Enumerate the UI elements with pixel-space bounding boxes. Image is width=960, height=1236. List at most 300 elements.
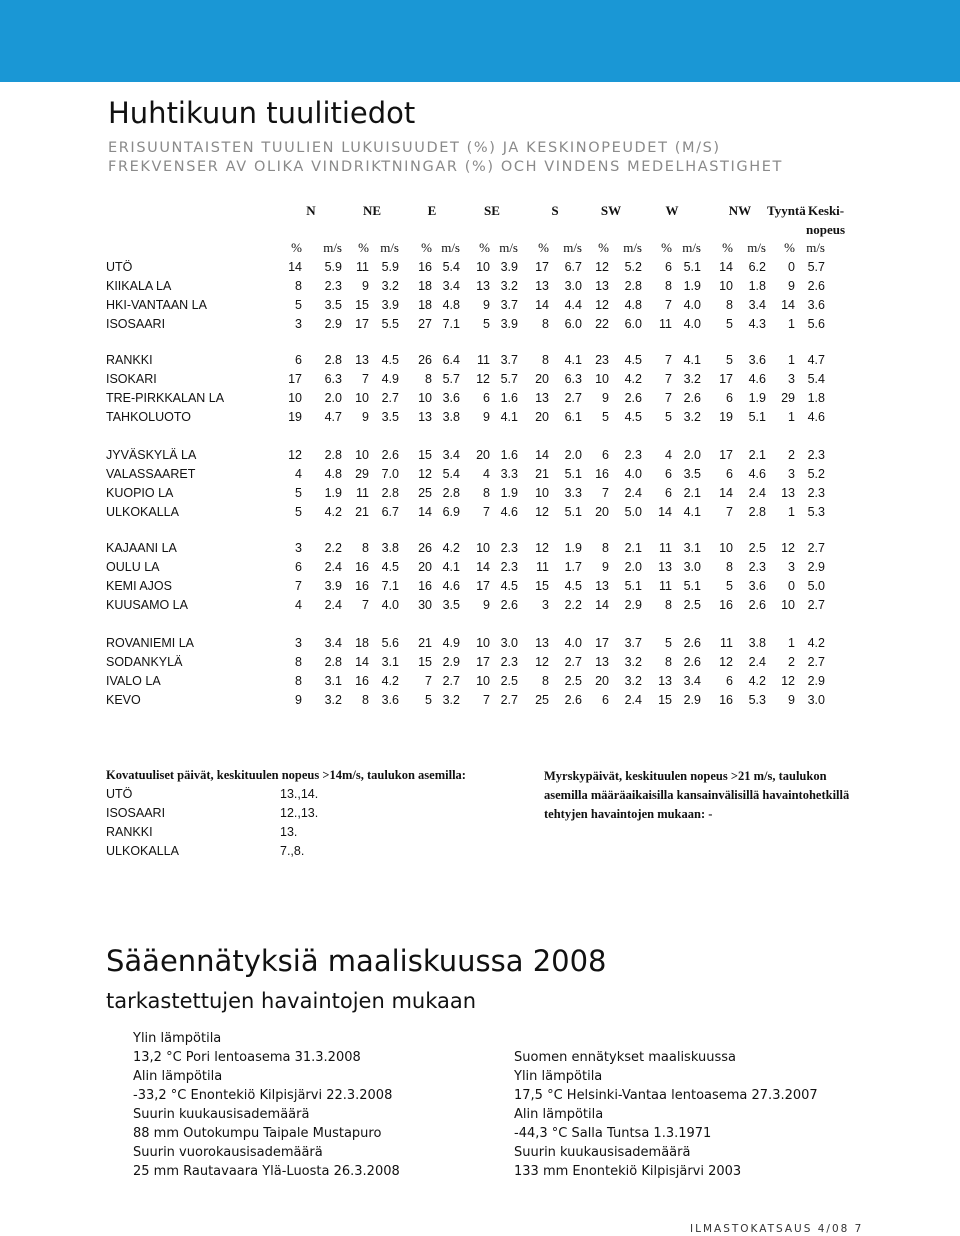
- cell-speed: 4.6: [807, 410, 825, 424]
- cell-percent: 14: [535, 448, 549, 462]
- page-footer: ILMASTOKATSAUS 4/08 7: [690, 1223, 864, 1235]
- gale-note-line: Myrskypäivät, keskituulen nopeus >21 m/s, taulukon: [544, 769, 827, 783]
- cell-percent: 6: [726, 467, 733, 481]
- cell-percent: 25: [418, 486, 432, 500]
- record-line: 25 mm Rautavaara Ylä-Luosta 26.3.2008: [133, 1164, 400, 1179]
- cell-percent: 15: [355, 298, 369, 312]
- cell-percent: 7: [726, 505, 733, 519]
- cell-percent: 7: [665, 353, 672, 367]
- unit-ms: m/s: [563, 240, 582, 255]
- cell-percent: 12: [595, 298, 609, 312]
- cell-percent: 14: [288, 260, 302, 274]
- cell-percent: 14: [355, 655, 369, 669]
- cell-speed: 3.1: [381, 655, 399, 669]
- cell-percent: 8: [295, 279, 302, 293]
- cell-percent: 20: [476, 448, 490, 462]
- cell-percent: 15: [535, 579, 549, 593]
- cell-percent: 4: [665, 448, 672, 462]
- cell-percent: 10: [476, 260, 490, 274]
- cell-percent: 10: [476, 541, 490, 555]
- station-name: UTÖ: [106, 260, 133, 274]
- cell-speed: 2.7: [807, 598, 825, 612]
- cell-speed: 3.2: [324, 693, 342, 707]
- finnish-record-line: Ylin lämpötila: [514, 1069, 603, 1084]
- cell-speed: 3.0: [500, 636, 518, 650]
- cell-percent: 11: [536, 560, 549, 574]
- cell-percent: 6: [483, 391, 490, 405]
- cell-speed: 4.8: [624, 298, 642, 312]
- cell-speed: 3.0: [807, 693, 825, 707]
- cell-speed: 1.8: [748, 279, 766, 293]
- cell-percent: 3: [295, 541, 302, 555]
- cell-percent: 17: [355, 317, 369, 331]
- cell-percent: 7: [483, 693, 490, 707]
- unit-percent: %: [421, 240, 432, 255]
- storm-dates: 13.,14.: [280, 787, 319, 801]
- cell-percent: 21: [418, 636, 432, 650]
- cell-percent: 18: [355, 636, 369, 650]
- station-name: KUUSAMO LA: [106, 598, 188, 612]
- cell-percent: 29: [781, 391, 795, 405]
- cell-speed: 3.9: [500, 260, 518, 274]
- cell-percent: 17: [288, 372, 302, 386]
- cell-speed: 3.6: [442, 391, 460, 405]
- gale-days-note: [544, 767, 864, 824]
- cell-percent: 12: [781, 674, 795, 688]
- direction-header-s: S: [551, 203, 559, 218]
- cell-speed: 4.0: [683, 298, 701, 312]
- cell-percent: 13: [595, 279, 609, 293]
- cell-speed: 1.9: [683, 279, 701, 293]
- cell-speed: 2.4: [624, 693, 642, 707]
- cell-speed: 4.8: [324, 467, 342, 481]
- cell-percent: 12: [288, 448, 302, 462]
- unit-ms: m/s: [380, 240, 399, 255]
- cell-speed: 4.2: [381, 674, 399, 688]
- cell-speed: 3.7: [624, 636, 642, 650]
- cell-percent: 9: [483, 598, 490, 612]
- table-row: [0, 693, 960, 712]
- table-row: [0, 448, 960, 467]
- cell-speed: 2.7: [442, 674, 460, 688]
- cell-percent: 12: [535, 505, 549, 519]
- cell-percent: 12: [476, 372, 490, 386]
- cell-percent: 14: [476, 560, 490, 574]
- unit-percent: %: [661, 240, 672, 255]
- cell-percent: 5: [602, 410, 609, 424]
- cell-percent: 10: [418, 391, 432, 405]
- cell-speed: 3.1: [683, 541, 701, 555]
- cell-speed: 4.6: [748, 372, 766, 386]
- cell-percent: 8: [542, 317, 549, 331]
- finnish-record-line: Suomen ennätykset maaliskuussa: [514, 1050, 736, 1065]
- cell-speed: 3.4: [683, 674, 701, 688]
- cell-percent: 13: [781, 486, 795, 500]
- cell-speed: 4.7: [807, 353, 825, 367]
- cell-speed: 3.6: [807, 298, 825, 312]
- cell-speed: 2.9: [324, 317, 342, 331]
- cell-speed: 5.2: [807, 467, 825, 481]
- cell-speed: 3.2: [381, 279, 399, 293]
- cell-speed: 2.3: [624, 448, 642, 462]
- cell-percent: 26: [418, 541, 432, 555]
- cell-percent: 21: [535, 467, 549, 481]
- cell-percent: 8: [483, 486, 490, 500]
- cell-speed: 3.9: [381, 298, 399, 312]
- cell-speed: 3.8: [381, 541, 399, 555]
- unit-ms: m/s: [682, 240, 701, 255]
- cell-speed: 3.9: [324, 579, 342, 593]
- table-row: [0, 598, 960, 617]
- mean-speed-header: Keski-: [808, 203, 845, 218]
- cell-percent: 16: [595, 467, 609, 481]
- cell-percent: 19: [288, 410, 302, 424]
- cell-speed: 5.0: [807, 579, 825, 593]
- unit-percent: %: [538, 240, 549, 255]
- table-row: [0, 410, 960, 429]
- cell-speed: 3.7: [500, 298, 518, 312]
- cell-speed: 3.8: [748, 636, 766, 650]
- cell-percent: 6: [295, 560, 302, 574]
- cell-speed: 1.6: [500, 391, 518, 405]
- cell-speed: 2.7: [564, 655, 582, 669]
- cell-speed: 2.4: [324, 598, 342, 612]
- cell-percent: 10: [476, 674, 490, 688]
- cell-percent: 7: [665, 298, 672, 312]
- cell-percent: 9: [362, 279, 369, 293]
- cell-speed: 2.8: [324, 448, 342, 462]
- cell-speed: 4.2: [807, 636, 825, 650]
- cell-speed: 2.3: [807, 448, 825, 462]
- cell-percent: 16: [719, 598, 733, 612]
- cell-percent: 17: [719, 448, 733, 462]
- cell-speed: 3.2: [683, 410, 701, 424]
- cell-percent: 8: [665, 655, 672, 669]
- cell-speed: 4.5: [624, 410, 642, 424]
- cell-percent: 9: [362, 410, 369, 424]
- cell-speed: 5.3: [807, 505, 825, 519]
- cell-percent: 3: [295, 636, 302, 650]
- cell-percent: 6: [602, 448, 609, 462]
- cell-percent: 13: [595, 655, 609, 669]
- cell-speed: 2.6: [748, 598, 766, 612]
- cell-speed: 3.5: [381, 410, 399, 424]
- cell-speed: 4.1: [442, 560, 460, 574]
- cell-speed: 2.6: [807, 279, 825, 293]
- cell-percent: 15: [418, 448, 432, 462]
- cell-percent: 3: [295, 317, 302, 331]
- cell-speed: 3.0: [683, 560, 701, 574]
- unit-ms: m/s: [806, 240, 825, 255]
- cell-speed: 5.1: [748, 410, 766, 424]
- page-title: Huhtikuun tuulitiedot: [108, 96, 416, 130]
- cell-percent: 1: [788, 636, 795, 650]
- cell-percent: 10: [355, 391, 369, 405]
- cell-percent: 20: [418, 560, 432, 574]
- cell-speed: 3.8: [442, 410, 460, 424]
- direction-header-w: W: [665, 203, 679, 218]
- cell-percent: 14: [595, 598, 609, 612]
- cell-percent: 9: [788, 279, 795, 293]
- cell-speed: 2.8: [381, 486, 399, 500]
- cell-speed: 3.5: [683, 467, 701, 481]
- table-row: [0, 467, 960, 486]
- cell-speed: 2.8: [748, 505, 766, 519]
- cell-percent: 0: [788, 579, 795, 593]
- cell-speed: 3.5: [442, 598, 460, 612]
- cell-speed: 2.0: [683, 448, 701, 462]
- station-name: KIIKALA LA: [106, 279, 172, 293]
- cell-speed: 4.1: [564, 353, 582, 367]
- unit-percent: %: [358, 240, 369, 255]
- cell-speed: 2.0: [624, 560, 642, 574]
- cell-percent: 13: [658, 674, 672, 688]
- cell-percent: 4: [483, 467, 490, 481]
- cell-speed: 5.0: [624, 505, 642, 519]
- station-name: ROVANIEMI LA: [106, 636, 194, 650]
- cell-speed: 2.5: [500, 674, 518, 688]
- cell-speed: 1.9: [324, 486, 342, 500]
- cell-percent: 20: [535, 410, 549, 424]
- cell-percent: 0: [788, 260, 795, 274]
- record-line: -33,2 °C Enontekiö Kilpisjärvi 22.3.2008: [133, 1088, 393, 1103]
- cell-percent: 15: [418, 655, 432, 669]
- cell-percent: 11: [720, 636, 733, 650]
- cell-percent: 13: [535, 636, 549, 650]
- record-line: Suurin vuorokausisademäärä: [133, 1145, 323, 1160]
- cell-percent: 10: [781, 598, 795, 612]
- cell-percent: 8: [295, 674, 302, 688]
- cell-speed: 4.9: [381, 372, 399, 386]
- cell-speed: 3.3: [564, 486, 582, 500]
- cell-speed: 4.6: [748, 467, 766, 481]
- storm-days-title: Kovatuuliset päivät, keskituulen nopeus >14m/s, taulukon asemilla:: [106, 768, 466, 782]
- cell-percent: 10: [476, 636, 490, 650]
- table-row: [0, 579, 960, 598]
- subtitle-finnish: ERISUUNTAISTEN TUULIEN LUKUISUUDET (%) JA KESKINOPEUDET (M/S): [108, 140, 721, 156]
- cell-speed: 2.9: [624, 598, 642, 612]
- cell-percent: 6: [726, 391, 733, 405]
- cell-percent: 9: [602, 560, 609, 574]
- cell-percent: 12: [719, 655, 733, 669]
- cell-speed: 4.5: [500, 579, 518, 593]
- table-row: [0, 655, 960, 674]
- cell-percent: 5: [295, 505, 302, 519]
- cell-percent: 20: [535, 372, 549, 386]
- cell-speed: 6.1: [564, 410, 582, 424]
- cell-percent: 8: [726, 298, 733, 312]
- station-name: JYVÄSKYLÄ LA: [106, 448, 197, 462]
- cell-speed: 6.9: [442, 505, 460, 519]
- cell-percent: 21: [355, 505, 369, 519]
- cell-speed: 7.1: [442, 317, 460, 331]
- cell-percent: 12: [535, 541, 549, 555]
- cell-speed: 4.2: [624, 372, 642, 386]
- cell-percent: 11: [477, 353, 490, 367]
- finnish-record-line: 17,5 °C Helsinki-Vantaa lentoasema 27.3.2007: [514, 1088, 818, 1103]
- cell-percent: 17: [535, 260, 549, 274]
- cell-percent: 16: [355, 579, 369, 593]
- cell-percent: 7: [602, 486, 609, 500]
- cell-percent: 8: [362, 541, 369, 555]
- table-row: [0, 486, 960, 505]
- cell-speed: 4.4: [564, 298, 582, 312]
- station-name: OULU LA: [106, 560, 160, 574]
- cell-speed: 2.4: [748, 486, 766, 500]
- table-row: [0, 372, 960, 391]
- cell-speed: 6.3: [564, 372, 582, 386]
- cell-speed: 6.4: [442, 353, 460, 367]
- cell-percent: 6: [602, 693, 609, 707]
- cell-speed: 4.0: [381, 598, 399, 612]
- cell-percent: 13: [658, 560, 672, 574]
- cell-percent: 16: [719, 693, 733, 707]
- cell-percent: 9: [788, 693, 795, 707]
- cell-speed: 5.1: [564, 505, 582, 519]
- unit-percent: %: [479, 240, 490, 255]
- cell-speed: 4.6: [500, 505, 518, 519]
- cell-percent: 18: [418, 298, 432, 312]
- mean-speed-header-2: nopeus: [806, 222, 846, 237]
- cell-percent: 7: [362, 372, 369, 386]
- cell-speed: 5.1: [683, 260, 701, 274]
- unit-ms: m/s: [623, 240, 642, 255]
- table-row: [0, 541, 960, 560]
- cell-percent: 13: [476, 279, 490, 293]
- station-name: ISOSAARI: [106, 317, 166, 331]
- cell-percent: 11: [356, 486, 369, 500]
- cell-speed: 4.0: [564, 636, 582, 650]
- record-line: 88 mm Outokumpu Taipale Mustapuro: [133, 1126, 382, 1141]
- cell-percent: 10: [719, 279, 733, 293]
- cell-speed: 2.4: [748, 655, 766, 669]
- cell-speed: 2.4: [324, 560, 342, 574]
- cell-speed: 3.3: [500, 467, 518, 481]
- table-row: [0, 674, 960, 693]
- cell-speed: 2.1: [748, 448, 766, 462]
- cell-percent: 5: [295, 298, 302, 312]
- cell-speed: 2.1: [683, 486, 701, 500]
- cell-speed: 6.0: [564, 317, 582, 331]
- cell-percent: 17: [476, 655, 490, 669]
- station-name: KEMI AJOS: [106, 579, 172, 593]
- cell-speed: 1.9: [500, 486, 518, 500]
- cell-percent: 13: [595, 579, 609, 593]
- cell-speed: 3.6: [748, 579, 766, 593]
- cell-speed: 2.6: [564, 693, 582, 707]
- cell-speed: 2.3: [500, 655, 518, 669]
- cell-percent: 11: [356, 260, 369, 274]
- cell-speed: 3.0: [564, 279, 582, 293]
- cell-speed: 4.5: [381, 353, 399, 367]
- station-name: TRE-PIRKKALAN LA: [106, 391, 225, 405]
- cell-speed: 2.6: [500, 598, 518, 612]
- cell-speed: 2.2: [564, 598, 582, 612]
- cell-percent: 13: [535, 279, 549, 293]
- unit-ms: m/s: [441, 240, 460, 255]
- cell-percent: 13: [418, 410, 432, 424]
- cell-percent: 10: [595, 372, 609, 386]
- cell-percent: 5: [726, 579, 733, 593]
- cell-speed: 2.8: [624, 279, 642, 293]
- cell-speed: 5.7: [500, 372, 518, 386]
- cell-speed: 4.1: [683, 353, 701, 367]
- station-name: SODANKYLÄ: [106, 655, 183, 669]
- cell-speed: 7.0: [381, 467, 399, 481]
- cell-speed: 3.4: [748, 298, 766, 312]
- cell-percent: 14: [418, 505, 432, 519]
- finnish-record-line: Suurin kuukausisademäärä: [514, 1145, 691, 1160]
- cell-speed: 2.7: [807, 541, 825, 555]
- cell-speed: 2.8: [442, 486, 460, 500]
- cell-percent: 3: [788, 372, 795, 386]
- cell-speed: 1.9: [748, 391, 766, 405]
- cell-speed: 6.2: [748, 260, 766, 274]
- cell-percent: 9: [483, 298, 490, 312]
- table-row: [0, 636, 960, 655]
- cell-percent: 3: [542, 598, 549, 612]
- cell-speed: 2.5: [564, 674, 582, 688]
- storm-station: UTÖ: [106, 787, 133, 801]
- record-line: 13,2 °C Pori lentoasema 31.3.2008: [133, 1050, 361, 1065]
- cell-speed: 2.3: [324, 279, 342, 293]
- cell-speed: 4.6: [442, 579, 460, 593]
- station-name: ISOKARI: [106, 372, 157, 386]
- cell-speed: 2.4: [624, 486, 642, 500]
- finnish-record-line: 133 mm Enontekiö Kilpisjärvi 2003: [514, 1164, 742, 1179]
- storm-station: RANKKI: [106, 825, 153, 839]
- cell-percent: 7: [483, 505, 490, 519]
- cell-speed: 2.8: [324, 655, 342, 669]
- cell-speed: 2.3: [807, 486, 825, 500]
- cell-speed: 3.6: [381, 693, 399, 707]
- gale-note-line: tehtyjen havaintojen mukaan: -: [544, 807, 713, 821]
- cell-speed: 4.1: [683, 505, 701, 519]
- cell-percent: 17: [719, 372, 733, 386]
- cell-speed: 4.2: [442, 541, 460, 555]
- cell-percent: 10: [355, 448, 369, 462]
- cell-speed: 2.7: [500, 693, 518, 707]
- cell-percent: 16: [418, 579, 432, 593]
- cell-speed: 5.9: [381, 260, 399, 274]
- cell-speed: 2.9: [807, 560, 825, 574]
- table-row: [0, 279, 960, 298]
- cell-percent: 12: [535, 655, 549, 669]
- storm-dates: 7.,8.: [280, 844, 305, 858]
- cell-speed: 3.5: [324, 298, 342, 312]
- cell-percent: 12: [418, 467, 432, 481]
- cell-speed: 2.7: [564, 391, 582, 405]
- unit-ms: m/s: [747, 240, 766, 255]
- cell-speed: 4.2: [748, 674, 766, 688]
- station-name: ULKOKALLA: [106, 505, 179, 519]
- cell-percent: 7: [665, 372, 672, 386]
- cell-speed: 3.4: [442, 448, 460, 462]
- cell-percent: 8: [542, 674, 549, 688]
- cell-speed: 3.9: [500, 317, 518, 331]
- cell-percent: 27: [418, 317, 432, 331]
- cell-speed: 2.6: [683, 636, 701, 650]
- cell-speed: 5.4: [442, 467, 460, 481]
- cell-percent: 14: [781, 298, 795, 312]
- cell-percent: 20: [595, 505, 609, 519]
- cell-speed: 4.5: [381, 560, 399, 574]
- cell-speed: 2.0: [324, 391, 342, 405]
- storm-dates: 12.,13.: [280, 806, 319, 820]
- cell-percent: 29: [355, 467, 369, 481]
- cell-percent: 13: [355, 353, 369, 367]
- finnish-record-line: -44,3 °C Salla Tuntsa 1.3.1971: [514, 1126, 712, 1141]
